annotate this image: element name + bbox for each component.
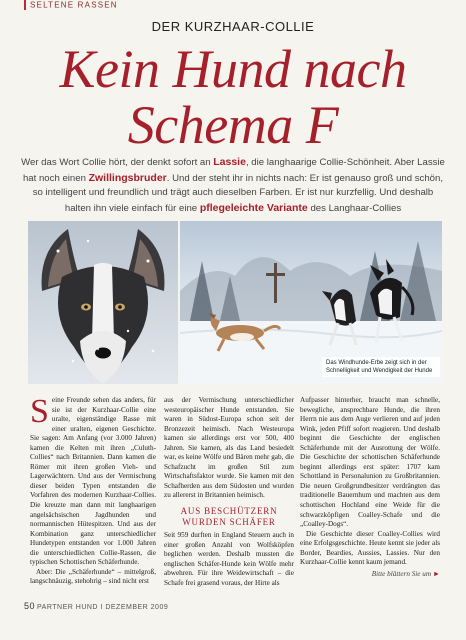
arrow-right-icon: ► [432, 569, 440, 578]
article-column-3 [300, 396, 440, 579]
lead-text: , die langhaarige Collie-Schönheit. Aber Lassie hat noch einen [22, 157, 445, 184]
paragraph: aus der Vermischung unterschiedlicher westeuropäischer Hunde entstanden. Sie waren in Südost-Europa schon seit der Bronzezeit heimisch. Nach Westeuropa kamen sie allerdings erst vor 500, 400 Jahren. Sie kamen, als das Land besiedelt war, es keine Wölfe und Bären mehr gab, die Schafzucht im großen Stil zum Wirtschaftsfaktor wurde. Sie kamen mit den Schafherden aus dem Südosten und wurden zu allererst in Britannien heimisch. [164, 396, 294, 500]
subheading-line: AUS BESCHÜTZERN [180, 506, 278, 517]
lead-highlight: Zwillingsbruder [88, 171, 167, 184]
page-footer [24, 601, 168, 611]
photo-caption: Das Windhunde-Erbe zeigt sich in der Schnelligkeit und Wendigkeit der Hunde [322, 357, 440, 377]
section-bar [24, 0, 26, 10]
section-tag [24, 0, 118, 14]
paragraph-text: eine Freunde sehen das anders, für sie ist der Kurzhaar-Collie eine uralte, eigenständige Rasse mit einer uralten, eigenen Geschichte. Sie sagen: Am Anfang (vor 3.000 Jahren) kamen die Kelten mit ihren „Culuth-Collies“ nach Britannien. Dann kamen die Römer mit ihren großen Vieh- und Lagerwächtern. Und aus der Vermischung dieser beiden Typen entstanden die Vorfahren des modernen Kurzhaar-Collies. Die kreuzte man dann mit langhaarigen angelsächsischen Jagdhunden und normannischen Hütespitzen. Und aus der Kombination ganz unterschiedlicher Hundetypen entstanden vor 1.000 Jahren die unterschiedlichen Collie-Rassen, die typischen Schottischen Schäferhunde. [30, 396, 156, 567]
paragraph: Die Geschichte dieser Coalley-Collies wird eine Erfolgsgeschichte. Heute kennt sie jeder als Border, Beardies, Aussies, Lassies. Nur den Kurzhaar-Collie kennt kaum jemand. [300, 529, 440, 567]
paragraph [30, 393, 156, 568]
article-column-1 [30, 393, 156, 587]
lead-highlight: pflegeleichte Variante [199, 201, 308, 214]
lead-paragraph [20, 155, 446, 216]
paragraph: Seit 959 durften in England Steuern auch in einer großen Anzahl von Wolfsköpfen beglichen werden. Deshalb mussten die englischen Schäfer-Hunde kein Wölfe mehr abwehren. Für ihre Weidewirtschaft – die Schafe frei grasend voraus, der Hirte als [164, 531, 294, 587]
paragraph: Aber: Die „Schäferhunde“ – mittelgroß, langschnäuzig, stehohrig – sind nicht erst [30, 567, 156, 586]
lead-text: des Langhaar-Collies [307, 202, 402, 214]
footer-text: PARTNER HUND I DEZEMBER 2009 [37, 604, 169, 611]
paragraph: Aufpasser hinterher, braucht man schnelle, bewegliche, ansprechbare Hunde, die ihren Herrn nie aus dem Auge verlieren und auf jeden Wink, jeden Pfiff sofort reagieren. Und deshalb beginnt die Geschichte der englischen Schäferhunde mit der Ausrottung der Wölfe. Die Geschichte der schottischen Schäferhunde beginnt allerdings erst später: 1707 kam Schottland in Personalunion zu Großbritannien. Die neuen Großgrundbesitzer verdrängten das traditionelle Bauernhum und machten aus dem schottischen Hochland eine Weide für die schwarzköpfigen Coalley-Schafe und die „Coalley-Dogs“. [300, 396, 440, 529]
section-label: SELTENE RASSEN [30, 0, 118, 10]
lead-highlight: Lassie [213, 156, 246, 168]
drop-cap: S [30, 393, 49, 430]
dog-portrait-photo [28, 221, 178, 384]
headline-line-1: Kein Hund nach [59, 39, 407, 99]
continue-note [300, 570, 440, 580]
continue-text: Bitte blättern Sie um [371, 569, 432, 578]
lead-text: Wer das Wort Collie hört, der denkt sofort an [21, 157, 214, 168]
subheading [164, 506, 294, 528]
lead-text: . Und der steht ihr in nichts nach: Er ist genauso groß und schön, so intelligent und freundlich und trägt auch dieselben Farben. Er ist nur kurzfellig. Und deshalb halten ihn viele einfach für eine [32, 172, 444, 214]
article-column-2 [164, 396, 294, 588]
kicker: DER KURZHAAR-COLLIE [151, 19, 315, 34]
page-number: 50 [24, 601, 36, 611]
subheading-line: WURDEN SCHÄFER [182, 517, 276, 528]
headline-line-2: Schema F [127, 95, 339, 155]
